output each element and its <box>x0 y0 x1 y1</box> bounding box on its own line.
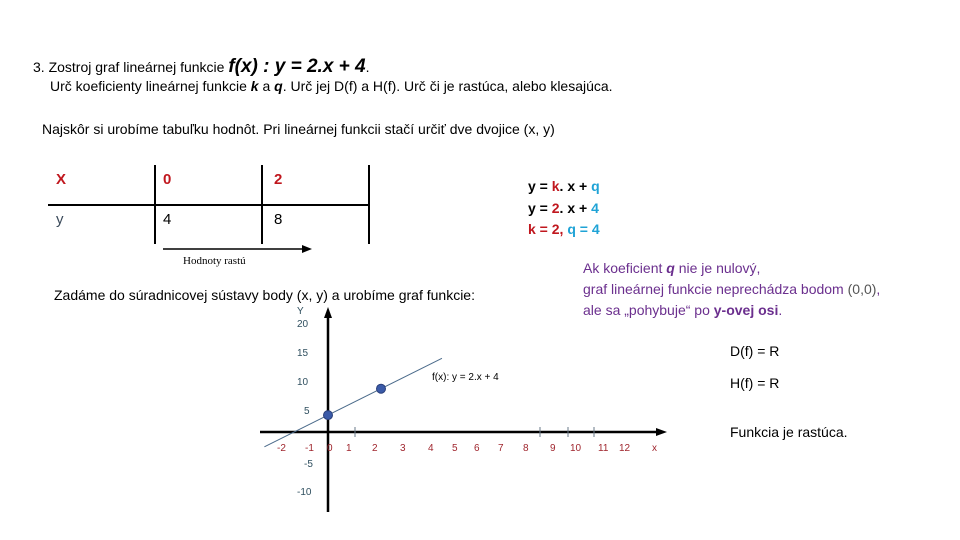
y-tick-label: 20 <box>297 319 309 330</box>
function-line <box>264 358 442 446</box>
f-a: y = <box>528 200 552 216</box>
coef-k: k = 2, <box>528 221 564 237</box>
f-b: . x + <box>559 178 592 194</box>
instr-a: Urč koeficienty lineárnej funkcie <box>50 78 251 94</box>
table-x-label: X <box>56 171 67 188</box>
x-tick-label: 0 <box>327 443 333 454</box>
x-tick-label: 7 <box>498 443 504 454</box>
f-a: y = <box>528 178 552 194</box>
n2b: , <box>876 281 881 297</box>
x-tick-label: 2 <box>372 443 378 454</box>
x-tick-label: -1 <box>305 443 314 454</box>
data-point <box>324 411 333 420</box>
n2a: graf lineárnej funkcie neprechádza bodom <box>583 281 848 297</box>
n2pt: (0,0) <box>847 281 877 297</box>
f-b: . x + <box>559 200 592 216</box>
x-tick-label: 11 <box>598 443 609 454</box>
n3a: ale sa „pohybuje“ po <box>583 302 714 318</box>
period: . <box>365 59 370 75</box>
y-axis-label: Y <box>297 306 304 317</box>
x-axis-arrow <box>656 428 667 436</box>
f-q: q <box>591 178 600 194</box>
y-tick-label: 15 <box>297 348 309 359</box>
x-tick-label: 1 <box>346 443 352 454</box>
instr-k: k <box>250 78 259 94</box>
x-tick-label: 4 <box>428 443 434 454</box>
n1b: nie je nulový, <box>674 260 761 276</box>
arrow-caption: Hodnoty rastú <box>183 255 246 267</box>
x-tick-label: 10 <box>570 443 582 454</box>
y-tick-label: 5 <box>304 406 310 417</box>
x-tick-label: 3 <box>400 443 406 454</box>
function-definition: f(x) : y = 2.x + 4 <box>228 56 366 77</box>
f-q: 4 <box>591 200 599 216</box>
instr-q: q <box>274 78 283 94</box>
table-x-value: 2 <box>274 171 283 188</box>
range: H(f) = R <box>730 375 780 391</box>
y-tick-label: -10 <box>297 487 312 498</box>
x-tick-label: 5 <box>452 443 458 454</box>
x-tick-label: 12 <box>619 443 631 454</box>
table-x-value: 0 <box>163 171 172 188</box>
x-tick-label: 6 <box>474 443 480 454</box>
y-axis-arrow <box>324 307 332 318</box>
table-y-value: 4 <box>163 211 172 228</box>
instr-b: a <box>258 78 275 94</box>
n1a: Ak koeficient <box>583 260 667 276</box>
n3axis: y-ovej osi <box>713 302 779 318</box>
table-y-value: 8 <box>274 211 283 228</box>
task-title-text: 3. Zostroj graf lineárnej funkcie <box>33 59 229 75</box>
n1q: q <box>666 260 675 276</box>
y-tick-label: -5 <box>304 459 313 470</box>
table-y-label: y <box>56 211 64 228</box>
function-label: f(x): y = 2.x + 4 <box>432 372 499 383</box>
x-tick-label: 9 <box>550 443 556 454</box>
graph-intro: Zadáme do súradnicovej sústavy body (x, y) a urobíme graf funkcie: <box>54 287 475 303</box>
x-axis-label: x <box>652 443 657 454</box>
coef-q: q = 4 <box>567 221 600 237</box>
f-k: k <box>551 178 560 194</box>
table-intro: Najskôr si urobíme tabuľku hodnôt. Pri lineárnej funkcii stačí určiť dve dvojice (x, y) <box>42 121 555 137</box>
monotonic: Funkcia je rastúca. <box>730 424 848 440</box>
f-k: 2 <box>551 200 560 216</box>
x-tick-label: 8 <box>523 443 529 454</box>
domain: D(f) = R <box>730 343 780 359</box>
instr-c: . Urč jej D(f) a H(f). Urč či je rastúca, alebo klesajúca. <box>282 78 613 94</box>
data-point <box>377 384 386 393</box>
y-tick-label: 10 <box>297 377 309 388</box>
x-tick-label: -2 <box>277 443 286 454</box>
n3b: . <box>778 302 783 318</box>
